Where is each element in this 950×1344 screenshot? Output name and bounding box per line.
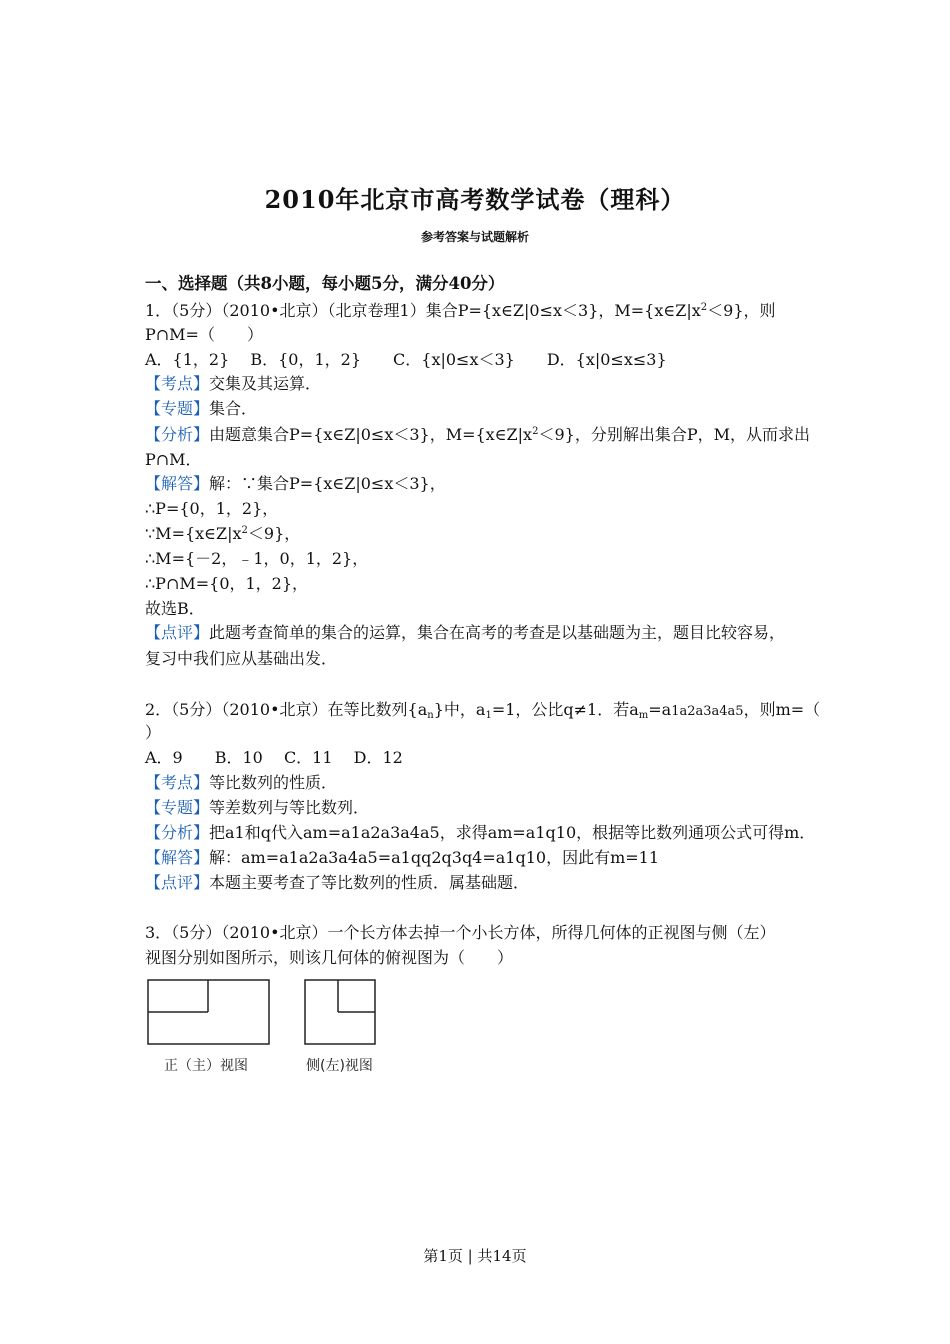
q1-solution-step5: 故选B． (145, 599, 205, 618)
q2-fenxi: 【分析】把a1和q代入am=a1a2a3a4a5，求得am=a1q10，根据等比数列通项公式可得m． (145, 823, 816, 842)
q2-zhuanti: 【专题】等差数列与等比数列． (145, 798, 370, 817)
q2-options: A．9 B．10 C．11 D．12 (145, 748, 403, 767)
side-view-label: 侧(左)视图 (306, 1058, 373, 1074)
front-view-label: 正（主）视图 (164, 1058, 248, 1074)
page-title: 2010年北京市高考数学试卷（理科） (264, 185, 686, 214)
q1-solution-step1: ∴P={0，1，2}， (145, 499, 279, 518)
page-footer: 第1页 | 共14页 (423, 1247, 527, 1265)
q2-stem-line1: 2．（5分）（2010•北京）在等比数列$\{a_n\}$中，$a_1=1$，公比q≠1．若$a_m=a1a2a3a4a5$，则m=（ (145, 700, 821, 721)
q2-dianping: 【点评】本题主要考查了等比数列的性质．属基础题． (145, 873, 530, 892)
front-view-drawing (148, 980, 269, 1044)
q1-solution-step2: $\because M=\{x\in Z|x^2<9\}$， (145, 524, 301, 543)
q1-fenxi-line1: 【分析】由题意集合P={x∈Z|0≤x＜3}，$M=\{x\in Z|x^2<9\}$，分别解出集合P，M，从而求出 (145, 425, 810, 444)
q1-fenxi-line2: P∩M． (145, 450, 202, 469)
q1-stem-line2: P∩M=（ ） (145, 325, 263, 344)
q1-jieda: 【解答】解：∵集合P={x∈Z|0≤x＜3}， (145, 474, 446, 493)
q3-stem-line1: 3．（5分）（2010•北京）一个长方体去掉一个小长方体，所得几何体的正视图与侧（左） (145, 923, 776, 942)
q1-options: A．{1，2} B．{0，1，2} C．{x|0≤x＜3} D．{x|0≤x≤3} (145, 350, 667, 369)
q2-stem-line2: ） (145, 723, 162, 742)
q1-dianping-line2: 复习中我们应从基础出发． (145, 649, 338, 668)
section-heading: 一、选择题（共8小题，每小题5分，满分40分） (145, 274, 505, 293)
q1-dianping-line1: 【点评】此题考查简单的集合的运算，集合在高考的考查是以基础题为主，题目比较容易， (145, 623, 786, 642)
q1-solution-step3: ∴M={－2，﹣1，0，1，2}， (145, 549, 369, 568)
q2-kaodian: 【考点】等比数列的性质． (145, 773, 338, 792)
three-view-figure (140, 972, 390, 1082)
q1-stem-line1: 1．（5分）（2010•北京）（北京卷理1）集合P={x∈Z|0≤x＜3}，$M=\{x\in Z|x^2<9\}$，则 (145, 301, 776, 320)
q3-stem-line2: 视图分别如图所示，则该几何体的俯视图为（ ） (145, 948, 514, 967)
q1-solution-step4: ∴P∩M={0，1，2}， (145, 574, 309, 593)
side-view-drawing (305, 980, 375, 1044)
q1-kaodian: 【考点】交集及其运算． (145, 374, 322, 393)
page-subtitle: 参考答案与试题解析 (420, 230, 529, 244)
q2-jieda: 【解答】解：am=a1a2a3a4a5=a1qq2q3q4=a1q10，因此有m=11 (145, 848, 660, 867)
q1-zhuanti: 【专题】集合． (145, 399, 258, 418)
